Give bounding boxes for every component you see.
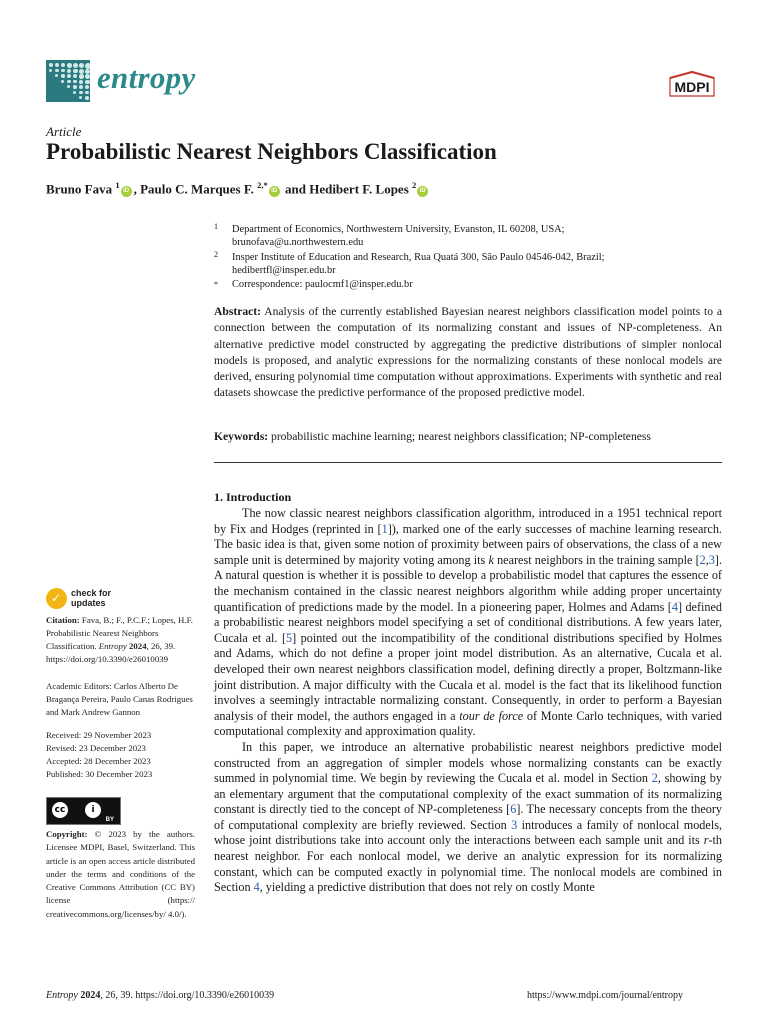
- citation-link[interactable]: 1: [381, 521, 388, 536]
- author-name: Paulo C. Marques F.: [140, 181, 254, 197]
- citation-link[interactable]: 6: [510, 802, 517, 817]
- mdpi-logo: [666, 70, 718, 98]
- citation-link[interactable]: 5: [286, 630, 293, 645]
- academic-editors: Academic Editors: Carlos Alberto De Bragança Pereira, Paulo Canas Rodrigues and Mark Andrew Gannon: [46, 681, 193, 717]
- citation-block: Citation: Fava, B.; F., P.C.F.; Lopes, H.F. Probabilistic Nearest Neighbors Classification. Entropy 2024, 26, 39. https://doi.org/10.3390/e26010039: [46, 615, 193, 664]
- section-heading: 1. Introduction: [214, 490, 292, 504]
- divider: [214, 462, 722, 463]
- footer-citation: Entropy 2024, 26, 39. https://doi.org/10.3390/e26010039: [46, 990, 275, 1001]
- orcid-icon[interactable]: iD: [417, 186, 428, 197]
- cc-by-license-icon[interactable]: cc i BY: [46, 797, 121, 825]
- author-name: Hedibert F. Lopes: [309, 181, 409, 197]
- author-name: Bruno Fava: [46, 181, 113, 197]
- paragraph: In this paper, we introduce an alternative probabilistic nearest neighbors predictive model constructed from an aggregation of simpler models whose normalizing constants can be exactly summed in polynomial time. We begin by reviewing the Cucala et al. model in Section 2, showing by an elementary argument that the computational complexity of the exact summation of its normalizing constant is directly tied to the concept of NP-completeness [6]. The necessary concepts from the theory of computational complexity are briefly reviewed. Section 3 introduces a family of nonlocal models, whose joint distributions take into account only the interactions between each sample unit and its r-th nearest neighbor. For each nonlocal model, we derive an analytic expression for its normalizing constant, which can be computed exactly in polynomial time. The nonlocal models are combined in Section 4, yielding a predictive distribution that does not rely on costly Monte: [214, 739, 722, 895]
- copyright-notice: Copyright: © 2023 by the authors. Licensee MDPI, Basel, Switzerland. This article is an open access article distributed under the terms and conditions of the Creative Commons Attribution (CC BY) license (https:// creativecommons.org/licenses/by/ 4.0/).: [46, 829, 195, 919]
- citation-link[interactable]: 3: [708, 552, 715, 567]
- orcid-icon[interactable]: iD: [269, 186, 280, 197]
- abstract: Abstract: Analysis of the currently established Bayesian nearest neighbors classification model points to a connection between the computation of its normalizing constant and issues of NP-completeness. An alternative predictive model constructed by aggregating the predictive distributions of simpler nonlocal models is proposed, and analytic expressions for the normalizing constants of these nonlocal models are derived, ensuring polynomial time computation without approximations. Experiments with synthetic and real datasets showcase the predictive performance of the proposed predictive model.: [214, 305, 722, 400]
- citation-link[interactable]: 2: [699, 552, 706, 567]
- footer-journal-link[interactable]: https://www.mdpi.com/journal/entropy: [527, 990, 684, 1001]
- orcid-icon[interactable]: iD: [121, 186, 132, 197]
- keywords: Keywords: probabilistic machine learning; nearest neighbors classification; NP-completeness: [214, 430, 651, 443]
- dates-block: Received: 29 November 2023 Revised: 23 December 2023 Accepted: 28 December 2023 Published: 30 December 2023: [46, 730, 153, 779]
- journal-name: entropy: [97, 60, 196, 95]
- journal-logo-icon: [46, 60, 90, 102]
- paper-title: Probabilistic Nearest Neighbors Classification: [46, 139, 497, 164]
- author-list: Bruno Fava $^1$iD , Paulo C. Marques F. $^{2,*}$iD and Hedibert F. Lopes $^2$iD: [46, 180, 430, 197]
- citation-link[interactable]: 4: [671, 599, 678, 614]
- citation-link[interactable]: 4: [253, 880, 260, 895]
- paragraph: The now classic nearest neighbors classification algorithm, introduced in a 1951 technical report by Fix and Hodges (reprinted in [1]), marked one of the early successes of machine learning research. The basic idea is that, given some notion of proximity between pairs of observations, the class of a new sample unit is determined by majority voting among its k nearest neighbors in the training sample [2,3]. A natural question is whether it is possible to develop a probabilistic model that captures the essence of the mechanism contained in the classic nearest neighbors algorithm while adding proper uncertainty quantification of predictions made by the model. In a pioneering paper, Holmes and Adams [4] defined a probabilistic nearest neighbors model specifying a set of conditional distributions. A few years later, Cucala et al. [5] pointed out the incompatibility of the conditional distributions specified by Holmes and Adams, which do not define a proper joint model distribution. As an alternative, Cucala et al. developed their own nearest neighbors classification model, defining directly a proper, Boltzmann-like joint distribution. A major difficulty with the Cucala et al. model is the fact that its likelihood function involves a seemingly intractable normalizing constant. Consequently, in order to perform a Bayesian analysis of their model, the authors engaged in a tour de force of Monte Carlo techniques, with varied computational complexity and approximation quality.: [214, 506, 722, 739]
- citation-link[interactable]: 2: [651, 771, 658, 786]
- check-icon: ✓: [46, 588, 67, 609]
- publisher-name: MDPI: [674, 79, 710, 95]
- body-text: [214, 506, 722, 896]
- citation-link[interactable]: 3: [511, 817, 518, 832]
- article-type: Article: [46, 124, 82, 139]
